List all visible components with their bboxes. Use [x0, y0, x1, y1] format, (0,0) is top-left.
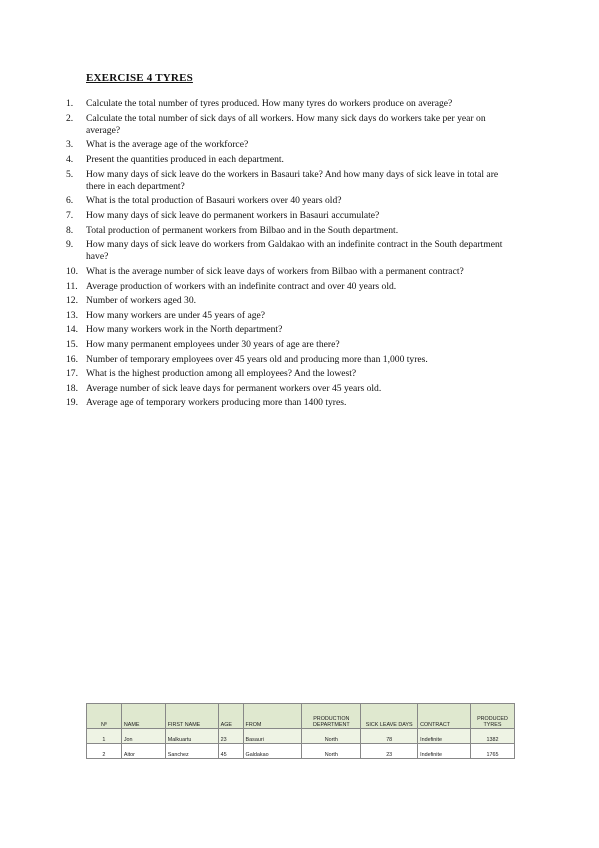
- question-item: [66, 225, 506, 237]
- question-item: [66, 383, 506, 395]
- question-number: 16.: [66, 353, 78, 365]
- exercise-title: EXERCISE 4 TYRES: [86, 72, 193, 84]
- column-header: AGE: [218, 704, 243, 729]
- table-row: [87, 744, 515, 759]
- column-header: PRODUCED TYRES: [470, 704, 514, 729]
- column-header: FIRST NAME: [165, 704, 218, 729]
- question-number: 4.: [66, 153, 74, 165]
- question-number: 13.: [66, 309, 78, 321]
- question-item: [66, 139, 506, 151]
- table-cell: 23: [361, 744, 418, 759]
- question-item: [66, 266, 506, 278]
- question-item: [66, 195, 506, 207]
- table-cell: Galdakao: [243, 744, 302, 759]
- question-text: How many workers are under 45 years of age?: [86, 309, 266, 321]
- table-cell: 23: [218, 729, 243, 744]
- question-item: [66, 354, 506, 366]
- question-item: [66, 154, 506, 166]
- question-item: [66, 397, 506, 409]
- question-number: 9.: [66, 239, 74, 251]
- question-number: 7.: [66, 209, 74, 221]
- question-text: What is the average age of the workforce?: [86, 139, 249, 151]
- table-cell: Malkuartu: [165, 729, 218, 744]
- table-cell: 78: [361, 729, 418, 744]
- question-number: 5.: [66, 168, 74, 180]
- column-header: Nº: [87, 704, 122, 729]
- question-item: [66, 339, 506, 351]
- question-text: What is the average number of sick leave days of workers from Bilbao with a permanent contract?: [86, 265, 464, 277]
- question-number: 11.: [66, 280, 78, 292]
- table-header-row: [87, 704, 515, 729]
- question-item: [66, 368, 506, 380]
- question-number: 18.: [66, 382, 78, 394]
- question-text: How many workers work in the North department?: [86, 324, 283, 336]
- question-number: 19.: [66, 397, 78, 409]
- question-item: [66, 113, 506, 137]
- question-number: 2.: [66, 112, 74, 124]
- question-list: [66, 98, 506, 412]
- workers-table-wrapper: [86, 703, 515, 764]
- table-cell: 1382: [470, 729, 514, 744]
- question-item: [66, 98, 506, 110]
- question-text: Number of temporary employees over 45 years old and producing more than 1,000 tyres.: [86, 353, 428, 365]
- table-cell: North: [302, 744, 361, 759]
- question-text: Average production of workers with an indefinite contract and over 40 years old.: [86, 280, 397, 292]
- column-header: CONTRACT: [418, 704, 471, 729]
- question-number: 15.: [66, 338, 78, 350]
- question-item: [66, 310, 506, 322]
- column-header: PRODUCTION DEPARTMENT: [302, 704, 361, 729]
- table-cell: Basauri: [243, 729, 302, 744]
- question-item: [66, 295, 506, 307]
- question-text: Average age of temporary workers producing more than 1400 tyres.: [86, 397, 347, 409]
- question-number: 17.: [66, 368, 78, 380]
- table-cell: Aitor: [121, 744, 165, 759]
- question-number: 3.: [66, 139, 74, 151]
- question-text: How many days of sick leave do permanent workers in Basauri accumulate?: [86, 209, 380, 221]
- table-cell: 45: [218, 744, 243, 759]
- question-text: What is the total production of Basauri workers over 40 years old?: [86, 195, 342, 207]
- question-text: What is the highest production among all employees? And the lowest?: [86, 368, 357, 380]
- question-number: 14.: [66, 324, 78, 336]
- table-cell: Indefinite: [418, 729, 471, 744]
- question-text: Present the quantities produced in each department.: [86, 153, 284, 165]
- question-item: [66, 324, 506, 336]
- table-cell: 2: [87, 744, 122, 759]
- table-row: [87, 729, 515, 744]
- column-header: FROM: [243, 704, 302, 729]
- question-text: Total production of permanent workers from Bilbao and in the South department.: [86, 224, 399, 236]
- question-item: [66, 239, 506, 263]
- table-cell: Sanchez: [165, 744, 218, 759]
- question-text: Average number of sick leave days for permanent workers over 45 years old.: [86, 382, 382, 394]
- question-number: 12.: [66, 295, 78, 307]
- table-cell: 1: [87, 729, 122, 744]
- table-cell: North: [302, 729, 361, 744]
- question-text: Calculate the total number of sick days of all workers. How many sick days do workers take per year on average?: [86, 112, 486, 136]
- column-header: SICK LEAVE DAYS: [361, 704, 418, 729]
- question-item: [66, 210, 506, 222]
- question-text: How many days of sick leave do the workers in Basauri take? And how many days of sick leave in total are there in each department?: [86, 168, 499, 192]
- question-item: [66, 281, 506, 293]
- question-text: Calculate the total number of tyres produced. How many tyres do workers produce on average?: [86, 98, 453, 109]
- workers-table: [86, 703, 515, 759]
- question-number: 8.: [66, 224, 74, 236]
- table-cell: Jon: [121, 729, 165, 744]
- question-item: [66, 169, 506, 193]
- question-text: How many days of sick leave do workers from Galdakao with an indefinite contract in the South department have?: [86, 239, 503, 263]
- column-header: NAME: [121, 704, 165, 729]
- question-number: 1.: [66, 98, 74, 109]
- question-text: Number of workers aged 30.: [86, 295, 197, 307]
- question-number: 6.: [66, 195, 74, 207]
- question-number: 10.: [66, 265, 78, 277]
- table-cell: 1765: [470, 744, 514, 759]
- question-text: How many permanent employees under 30 years of age are there?: [86, 338, 340, 350]
- table-cell: Indefinite: [418, 744, 471, 759]
